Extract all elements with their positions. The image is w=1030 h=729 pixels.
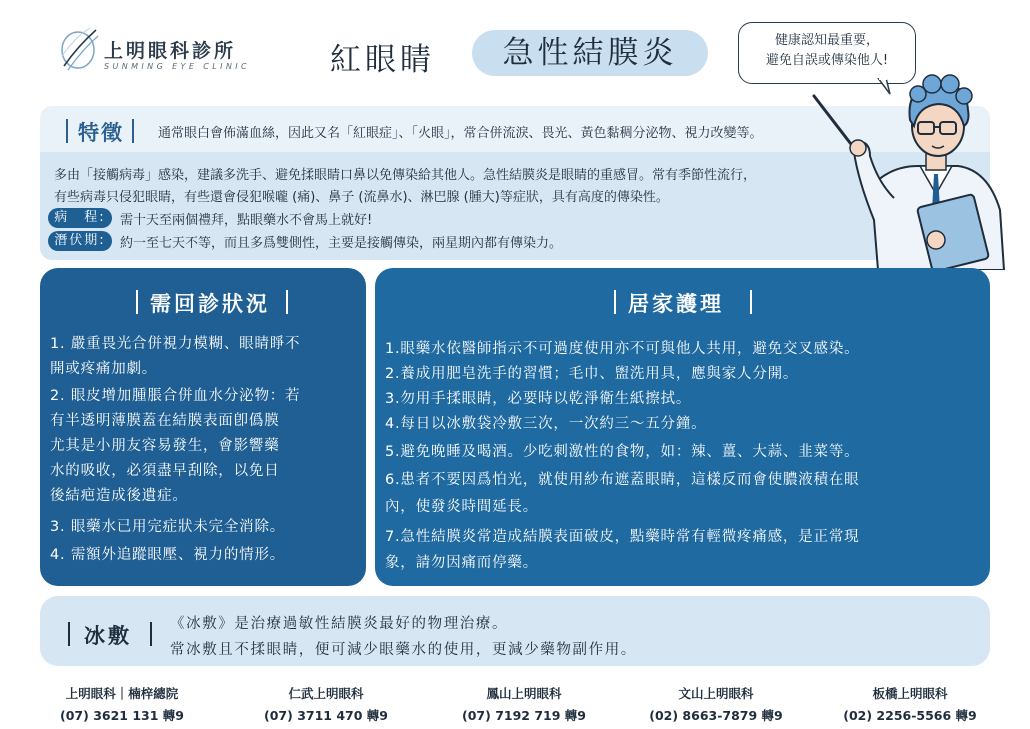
list-item: 1. 嚴重畏光合併視力模糊、眼睛睜不	[50, 336, 301, 352]
list-item: 象，請勿因痛而停藥。	[385, 555, 538, 571]
list-item: 後結疤造成後遺症。	[50, 488, 188, 504]
branch-phone: (07) 3711 470 轉9	[264, 708, 388, 723]
branch-phone: (07) 3621 131 轉9	[60, 708, 184, 723]
course-text: 需十天至兩個禮拜，點眼藥水不會馬上就好!	[120, 213, 373, 228]
list-item: 4.每日以冰敷袋冷敷三次，一次約三～五分鐘。	[385, 416, 707, 432]
doctor-illustration	[808, 70, 1008, 270]
branch-fengshan	[434, 684, 614, 724]
list-item: 有半透明薄膜蓋在結膜表面卽僞膜	[50, 413, 280, 429]
branch-name: 鳳山上明眼科	[486, 686, 562, 701]
divider	[150, 622, 152, 646]
title-highlight: 急性結膜炎	[472, 30, 708, 76]
list-item: 內，使發炎時間延長。	[385, 499, 538, 515]
list-item: 1.眼藥水依醫師指示不可過度使用亦不可與他人共用，避免交叉感染。	[385, 341, 860, 357]
list-item: 3.勿用手揉眼睛，必要時以乾淨衛生紙擦拭。	[385, 391, 692, 407]
ice-line-2: 常冰敷且不揉眼睛，便可減少眼藥水的使用，更減少藥物副作用。	[170, 642, 637, 658]
list-item: 5.避免晚睡及喝酒。少吃刺激性的食物，如：辣、薑、大蒜、韭菜等。	[385, 444, 860, 460]
course-tag: 病 程:	[48, 208, 112, 228]
features-title: 特徵	[78, 121, 124, 145]
list-item: 開或疼痛加劇。	[50, 361, 158, 377]
divider	[68, 622, 70, 646]
branch-nanzi	[32, 684, 212, 724]
list-item: 3. 眼藥水已用完症狀未完全消除。	[50, 519, 286, 535]
branch-banqiao	[820, 684, 1000, 724]
features-line-2: 多由「接觸病毒」感染，建議多洗手、避免揉眼睛口鼻以免傳染給其他人。急性結膜炎是眼睛的重感冒。常有季節性流行，	[54, 168, 757, 183]
branch-name: 上明眼科｜楠梓總院	[65, 686, 179, 701]
homecare-title: 居家護理	[628, 292, 724, 316]
features-line-3: 有些病毒只侵犯眼睛，有些還會侵犯喉嚨 (痛)、鼻子 (流鼻水)、淋巴腺 (腫大)等症狀，具有高度的傳染性。	[54, 190, 669, 205]
ice-line-1: 《冰敷》是治療過敏性結膜炎最好的物理治療。	[170, 616, 509, 632]
divider	[614, 290, 616, 314]
list-item: 水的吸收，必須盡早刮除，以免日	[50, 463, 280, 479]
title-plain: 紅眼睛	[330, 42, 435, 78]
branch-name: 仁武上明眼科	[288, 686, 364, 701]
list-item: 4. 需額外追蹤眼壓、視力的情形。	[50, 547, 286, 563]
branch-phone: (02) 8663-7879 轉9	[649, 708, 783, 723]
list-item: 2. 眼皮增加腫脹合併血水分泌物：若	[50, 388, 301, 404]
bubble-line-1: 健康認知最重要，	[774, 33, 879, 48]
divider	[136, 290, 138, 314]
list-item: 6.患者不要因爲怕光，就使用紗布遮蓋眼睛，這樣反而會使膿液積在眼	[385, 472, 860, 488]
list-item: 尤其是小朋友容易發生，會影響藥	[50, 438, 280, 454]
clinic-logo	[58, 26, 258, 76]
incubation-tag: 潛伏期:	[48, 231, 112, 251]
branch-name: 文山上明眼科	[678, 686, 754, 701]
divider	[132, 119, 134, 143]
branch-renwu	[236, 684, 416, 724]
logo-chinese-name: 上明眼科診所	[104, 40, 237, 62]
branch-phone: (02) 2256-5566 轉9	[843, 708, 977, 723]
list-item: 2.養成用肥皂洗手的習慣；毛巾、盥洗用具，應與家人分開。	[385, 366, 799, 382]
divider	[66, 119, 68, 143]
logo-english-name: SUNMING EYE CLINIC	[104, 62, 250, 71]
branch-wenshan	[626, 684, 806, 724]
list-item: 7.急性結膜炎常造成結膜表面破皮，點藥時常有輕微疼痛感，是正常現	[385, 529, 860, 545]
divider	[750, 290, 752, 314]
branch-phone: (07) 7192 719 轉9	[462, 708, 586, 723]
ice-title: 冰敷	[84, 624, 132, 648]
eye-logo-icon	[58, 26, 102, 76]
bubble-line-2: 避免自誤或傳染他人!	[765, 53, 889, 68]
revisit-title: 需回診狀況	[150, 292, 270, 316]
divider	[286, 290, 288, 314]
incubation-text: 約一至七天不等，而且多爲雙側性，主要是接觸傳染，兩星期內都有傳染力。	[120, 236, 563, 251]
branch-name: 板橋上明眼科	[872, 686, 948, 701]
features-line-1: 通常眼白會佈滿血絲，因此又名「紅眼症」、「火眼」，常合併流淚、畏光、黃色黏稠分泌物、視力改變等。	[158, 126, 763, 141]
